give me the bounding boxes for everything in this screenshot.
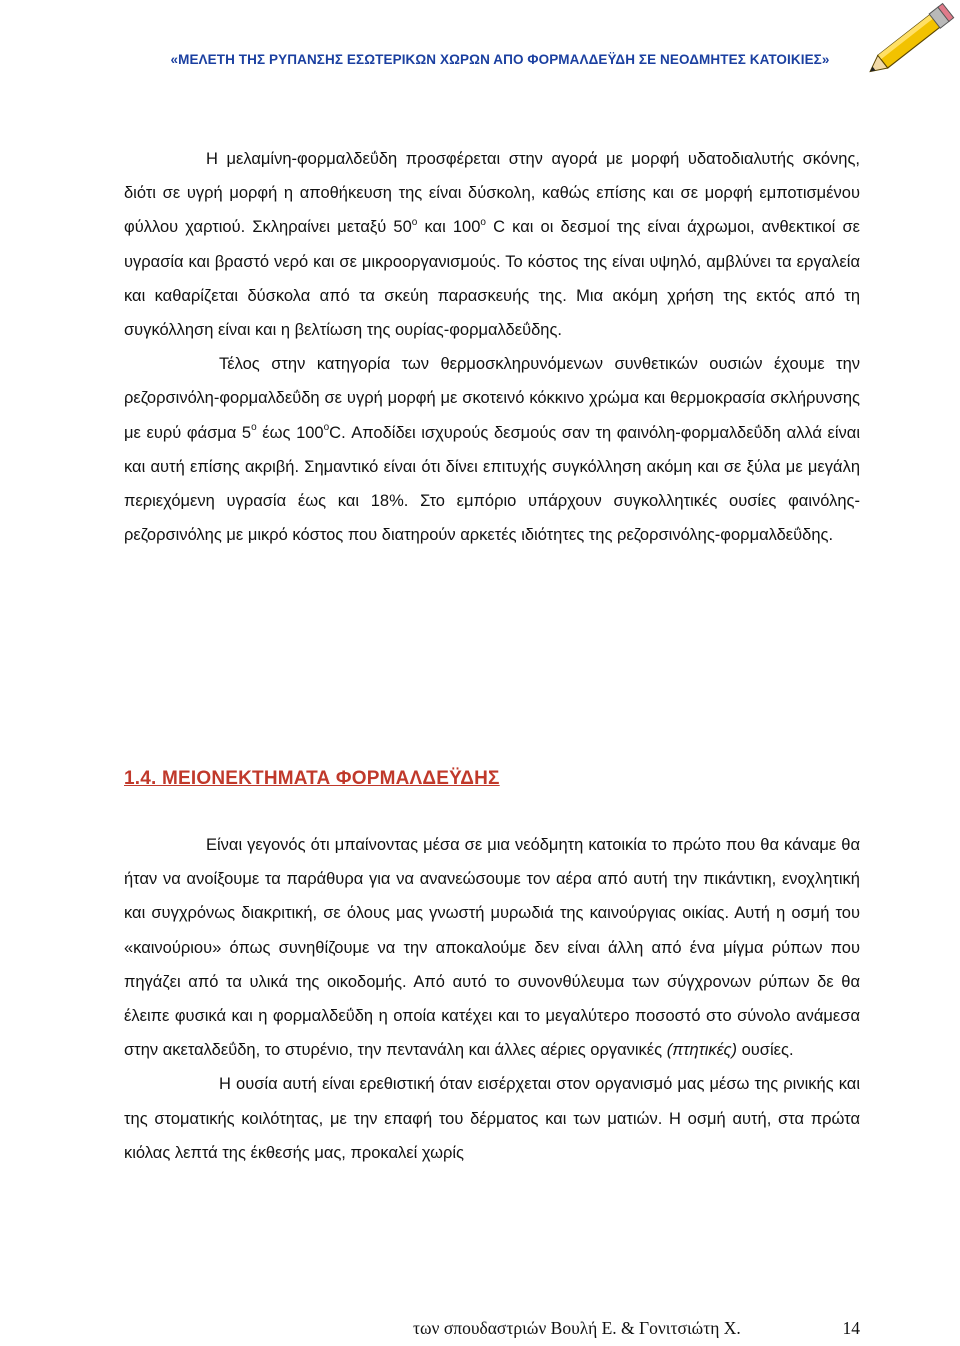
page-footer [413, 1318, 860, 1339]
pencil-icon [858, 0, 960, 90]
text-block-1 [124, 142, 860, 552]
footer-authors: των σπουδαστριών Βουλή Ε. & Γονιτσιώτη Χ. [413, 1318, 741, 1338]
paragraph: Είναι γεγονός ότι μπαίνοντας μέσα σε μια νεόδμητη κατοικία το πρώτο που θα κάναμε θα ήταν να ανοίξουμε τα παράθυρα για να ανανεώσουμε τον αέρα από αυτή την πικάντικη, ενοχλητική και συγχρόνως διακριτική, σε όλους μας γνωστή μυρωδιά της καινούργιας οικίας. Αυτή η οσμή του «καινούριου» όπως συνηθίζουμε να την αποκαλούμε δεν είναι άλλη από ένα μίγμα ρύπων που πηγάζει από τα υλικά της οικοδομής. Από αυτό το συνονθύλευμα των σύγχρονων ρύπων δε θα έλειπε φυσικά και η φορμαλδεΰδη η οποία κατέχει και το μεγαλύτερο ποσοστό στο σύνολο ανάμεσα στην ακεταλδεΰδη, το στυρένιο, την πεντανάλη και άλλες αέριες οργανικές (πτητικές) ουσίες. [124, 836, 860, 1060]
paragraph: Τέλος στην κατηγορία των θερμοσκληρυνόμενων συνθετικών ουσιών έχουμε την ρεζορσινόλη-φορμαλδεΰδη σε υγρή μορφή με σκοτεινό κόκκινο χρώμα και θερμοκρασία σκλήρυνσης με ευρύ φάσμα $5^o$ έως $100^oC$. Αποδίδει ισχυρούς δεσμούς σαν τη φαινόλη-φορμαλδεΰδη αλλά είναι και αυτή επίσης ακριβή. Σημαντικό είναι ότι δίνει επιτυχής συγκόλληση ακόμη και σε ξύλα με μεγάλη περιεχόμενη υγρασία έως και 18%. Στο εμπόριο υπάρχουν συγκολλητικές ουσίες φαινόλης-ρεζορσινόλης με μικρό κόστος που διατηρούν αρκετές ιδιότητες της ρεζορσινόλης-φορμαλδεΰδης. [124, 355, 860, 545]
page-number: 14 [842, 1318, 860, 1338]
paragraph: Η ουσία αυτή είναι ερεθιστική όταν εισέρχεται στον οργανισμό μας μέσω της ρινικής και της στοματικής κοιλότητας, με την επαφή του δέρματος και των ματιών. Η οσμή αυτή, στα πρώτα κιόλας λεπτά της έκθεσής μας, προκαλεί χωρίς [124, 1075, 860, 1162]
paragraph: Η μελαμίνη-φορμαλδεΰδη προσφέρεται στην αγορά με μορφή υδατοδιαλυτής σκόνης, διότι σε υγρή μορφή η αποθήκευση της είναι δύσκολη, καθώς επίσης και σε μορφή εμποτισμένου φύλλου χαρτιού. Σκληραίνει μεταξύ $50^o$ και $100^o$ C και οι δεσμοί της είναι άχρωμοι, ανθεκτικοί σε υγρασία και βραστό νερό και σε μικροοργανισμούς. Το κόστος της είναι υψηλό, αμβλύνει τα εργαλεία και καθαρίζεται δύσκολα από τα σκεύη παρασκευής της. Μια ακόμη χρήση της εκτός από τη συγκόλληση είναι και η βελτίωση της ουρίας-φορμαλδεΰδης. [124, 150, 861, 340]
text-block-2 [124, 828, 860, 1170]
running-header: «ΜΕΛΕΤΗ ΤΗΣ ΡΥΠΑΝΣΗΣ ΕΣΩΤΕΡΙΚΩΝ ΧΩΡΩΝ ΑΠΟ ΦΟΡΜΑΛΔΕΫΔΗ ΣΕ ΝΕΟΔΜΗΤΕΣ ΚΑΤΟΙΚΙΕΣ» [170, 52, 830, 67]
section-heading: 1.4. ΜΕΙΟΝΕΚΤΗΜΑΤΑ ΦΟΡΜΑΛΔΕΫΔΗΣ [124, 768, 500, 789]
